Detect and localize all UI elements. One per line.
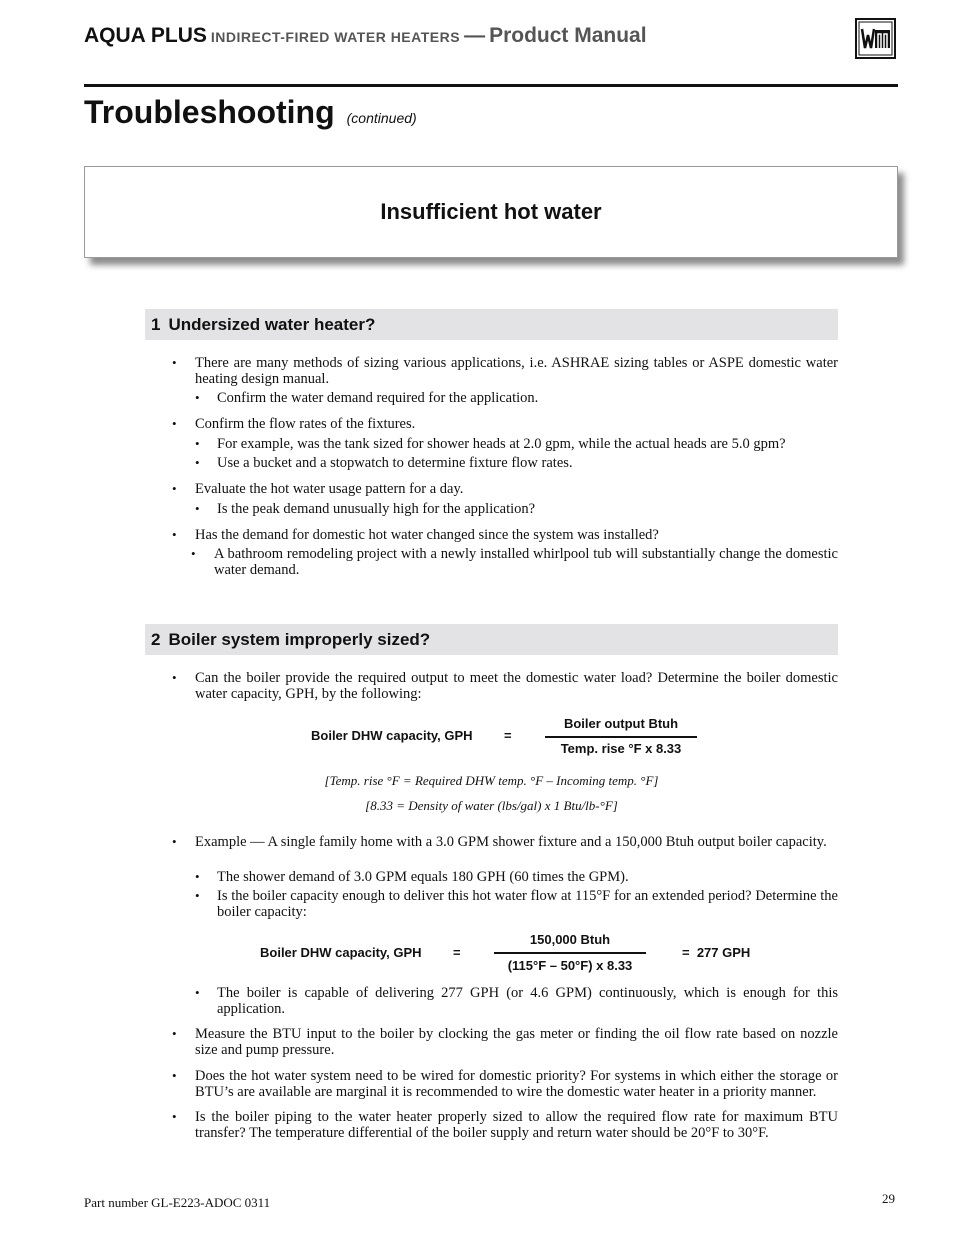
- list-item: Use a bucket and a stopwatch to determine fixture flow rates.: [217, 455, 573, 471]
- list-item: Evaluate the hot water usage pattern for a day.: [195, 481, 464, 497]
- bullet: •: [195, 888, 200, 903]
- formula-2-label: Boiler DHW capacity, GPH: [260, 945, 422, 960]
- bullet: •: [195, 455, 200, 470]
- bullet: •: [172, 834, 177, 849]
- header-title: [84, 24, 647, 48]
- list-item: For example, was the tank sized for shower heads at 2.0 gpm, while the actual heads are 5.0 gpm?: [217, 436, 786, 452]
- list-item: Confirm the water demand required for the application.: [217, 390, 539, 406]
- bullet: •: [172, 1068, 177, 1083]
- wm-logo-icon: [855, 18, 896, 59]
- list-item: A bathroom remodeling project with a newly installed whirlpool tub will substantially change the domestic water demand.: [214, 546, 838, 578]
- list-item: Example — A single family home with a 3.0 GPM shower fixture and a 150,000 Btuh output boiler capacity.: [195, 834, 827, 850]
- list-item: The boiler is capable of delivering 277 GPH (or 4.6 GPM) continuously, which is enough for this application.: [217, 985, 838, 1017]
- page-number: 29: [882, 1191, 895, 1206]
- topic-banner: [84, 166, 898, 258]
- section-1-number: 1: [151, 315, 161, 334]
- bullet: •: [172, 670, 177, 685]
- part-number: Part number GL-E223-ADOC 0311: [84, 1195, 271, 1210]
- bullet: •: [195, 436, 200, 451]
- header-subtitle: INDIRECT-FIRED WATER HEATERS: [210, 29, 461, 45]
- brand-name: AQUA PLUS: [84, 24, 207, 47]
- formula-1-label: Boiler DHW capacity, GPH: [311, 728, 473, 743]
- list-item: Has the demand for domestic hot water changed since the system was installed?: [195, 527, 659, 543]
- fraction-bar: [545, 736, 697, 738]
- list-item: The shower demand of 3.0 GPM equals 180 GPH (60 times the GPM).: [217, 869, 629, 885]
- list-item: Is the peak demand unusually high for the application?: [217, 501, 536, 517]
- bullet: •: [172, 481, 177, 496]
- formula-1-equals: =: [504, 728, 512, 743]
- bullet: •: [172, 1026, 177, 1041]
- bullet: •: [172, 416, 177, 431]
- bullet: •: [191, 546, 196, 561]
- list-item: Can the boiler provide the required output to meet the domestic water load? Determine the boiler domestic water capacity, GPH, by the following:: [195, 670, 838, 702]
- bullet: •: [195, 390, 200, 405]
- list-item: Confirm the flow rates of the fixtures.: [195, 416, 416, 432]
- fraction-bar: [494, 952, 646, 954]
- section-1-header: [145, 309, 838, 340]
- page-title: [84, 94, 417, 131]
- section-2-number: 2: [151, 630, 161, 649]
- formula-1-numerator: Boiler output Btuh: [563, 716, 679, 731]
- topic-banner-title: Insufficient hot water: [380, 199, 602, 224]
- bullet: •: [195, 501, 200, 516]
- formula-note-1: [Temp. rise °F = Required DHW temp. °F – Incoming temp. °F]: [324, 773, 659, 788]
- formula-2-denominator: (115°F – 50°F) x 8.33: [507, 958, 633, 973]
- formula-2-result: = 277 GPH: [682, 945, 751, 960]
- page-title-continued: (continued): [346, 110, 417, 126]
- formula-2-numerator: 150,000 Btuh: [529, 932, 611, 947]
- section-1-title: Undersized water heater?: [168, 315, 376, 334]
- bullet: •: [172, 1109, 177, 1124]
- formula-2-equals: =: [453, 945, 461, 960]
- list-item: There are many methods of sizing various applications, i.e. ASHRAE sizing tables or ASPE domestic water heating design manual.: [195, 355, 838, 387]
- section-2-title: Boiler system improperly sized?: [168, 630, 431, 649]
- section-2-header: [145, 624, 838, 655]
- formula-note-2: [8.33 = Density of water (lbs/gal) x 1 Btu/lb-°F]: [365, 798, 618, 813]
- formula-1-denominator: Temp. rise °F x 8.33: [560, 741, 682, 756]
- list-item: Does the hot water system need to be wired for domestic priority? For systems in which either the storage or BTU’s are available are marginal it is recommended to wire the domestic water heater in a priority manner.: [195, 1068, 838, 1100]
- bullet: •: [195, 985, 200, 1000]
- header-rule: [84, 84, 898, 87]
- list-item: Measure the BTU input to the boiler by clocking the gas meter or finding the oil flow rate based on nozzle size and pump pressure.: [195, 1026, 838, 1058]
- list-item: Is the boiler capacity enough to deliver this hot water flow at 115°F for an extended period? Determine the boiler capacity:: [217, 888, 838, 920]
- bullet: •: [172, 355, 177, 370]
- header-manual: Product Manual: [489, 24, 647, 47]
- bullet: •: [172, 527, 177, 542]
- header-dash: —: [464, 24, 486, 47]
- page-title-main: Troubleshooting: [84, 94, 335, 130]
- bullet: •: [195, 869, 200, 884]
- list-item: Is the boiler piping to the water heater properly sized to allow the required flow rate for maximum BTU transfer? The temperature differential of the boiler supply and return water should be 20°F to 30°F.: [195, 1109, 838, 1141]
